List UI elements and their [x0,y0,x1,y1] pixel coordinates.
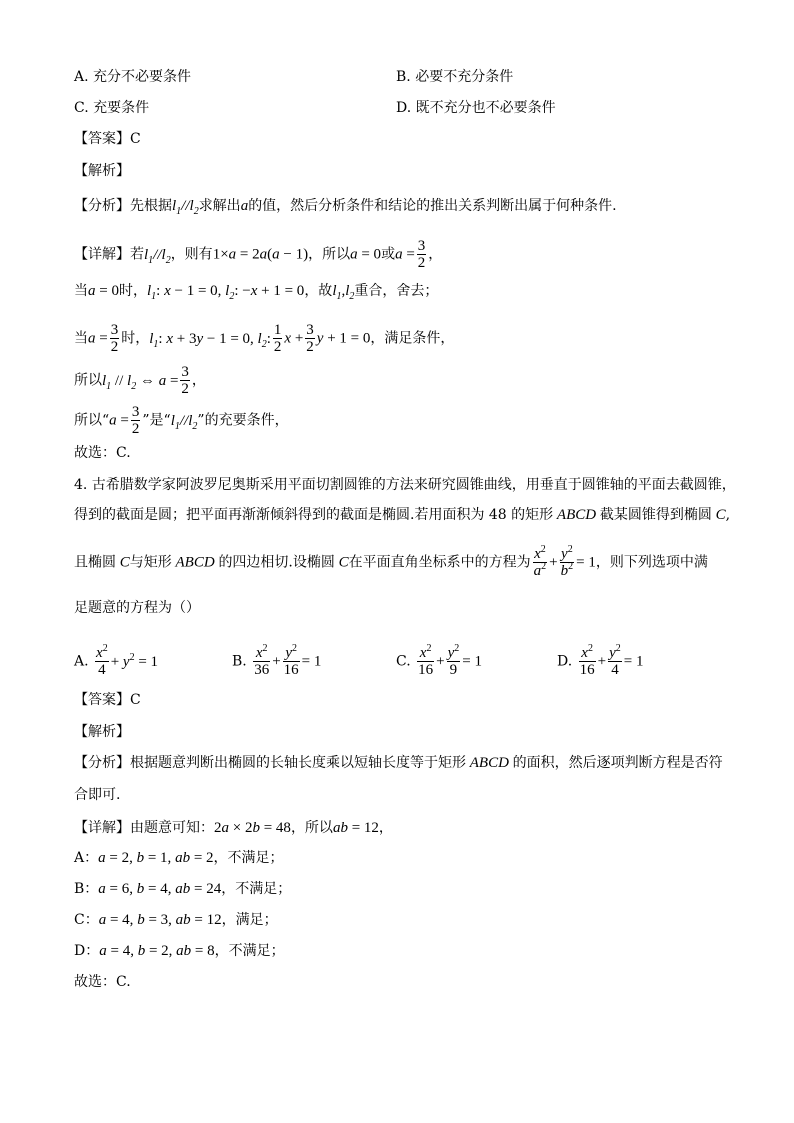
text: 所以“ [74,412,110,429]
formula: a = 4, b = 2, ab = 8 [99,943,215,959]
formula: ab = 12 [332,820,379,836]
fenxi-tag: 【分析】 [74,198,130,214]
text: ”是“ [142,412,171,429]
fraction: $\frac{3}{2}$ [131,404,140,437]
formula: $l_1//l_2$ [170,412,198,432]
fraction: $\frac{x^2}{16}$ [418,643,434,678]
formula: a = 4, b = 3, ab = 12 [98,912,222,928]
q4-check-d [74,941,285,961]
q3-xiangjie-line2 [74,281,438,301]
formula: = 1 [462,653,482,670]
formula: $l_1,l_2$ [332,283,355,302]
formula: a = 2, b = 1, ab = 2 [98,850,214,866]
formula: + [549,554,558,571]
answer-tag: 【答案】 [74,692,130,708]
text: 当 [74,330,88,347]
q3-xiangjie-line5 [74,404,289,437]
formula: 2a × 2b = 48 [214,820,291,836]
q3-xiangjie-line1: 【详解】若$l_1//l_2$，则有1×a = 2a(a − 1)，所以a = 0或a = $\frac{3}{2}$ ， [74,238,443,271]
fraction: $\frac{y^2}{b^2}$ [560,544,574,579]
q4-option-d [557,645,644,678]
xiangjie-tag: 【详解】 [74,820,130,836]
q3-conclusion: 故选：C. [74,445,131,461]
formula: a = [88,330,108,347]
formula: + [436,653,445,670]
text: 当 [74,283,88,299]
formula: 1×a = 2a(a − 1) [212,246,309,263]
fraction: $\frac{x^2}{16}$ [579,643,595,678]
q3-analysis-heading: 【解析】 [74,163,130,179]
formula: = 1 [623,653,644,670]
text: B： [74,881,99,897]
fraction: $\frac{3}{2}$ [306,322,314,355]
option-label: A. [74,653,89,670]
q4-check-c [74,910,278,930]
fraction: $\frac{1}{2}$ [273,322,282,355]
fraction: $\frac{y^2}{9}$ [447,643,460,678]
formula: y + 1 = 0 [316,330,371,347]
formula: ABCD [171,554,219,571]
q3-option-b: B. 必要不充分条件 [396,69,514,85]
formula: a = 6, b = 4, ab = 24 [98,881,222,897]
text: ，不满足； [214,943,285,959]
q4-answer [74,690,141,710]
fraction: $\frac{y^2}{4}$ [609,643,621,678]
option-label: D. [557,653,573,670]
fraction: $\frac{x^2}{4}$ [96,643,108,678]
text: 得到的截面是圆；把平面再渐渐倾斜得到的截面是椭圆.若用面积为 48 的矩形 [74,507,554,523]
option-label: C. [396,653,411,670]
q3-answer [74,129,141,149]
text: 在平面直角坐标系中的方程为 [348,554,531,571]
q3-option-c: C. 充要条件 [74,100,150,116]
text: 的值，然后分析条件和结论的推出关系判断出属于何种条件. [248,198,617,214]
q3-xiangjie-line3 [74,322,454,355]
q3-fenxi [74,196,617,216]
formula: a = 0 [88,283,119,299]
fraction: $\frac{x^2}{36}$ [254,643,270,678]
fraction: $\frac{y^2}{16}$ [283,643,299,678]
text: ，不满足； [221,881,292,897]
text: 重合，舍去； [354,283,439,299]
q3-xiangjie-line4: 所以$l_1 // l_2$ ⇔ a = $\frac{3}{2}$ ， [74,364,206,397]
text: 时， [121,330,150,347]
formula: + $y^2 = 1$ [110,651,159,670]
formula: x + [284,330,304,347]
q3-option-a: A. 充分不必要条件 [74,69,192,85]
fraction: $\frac{x^2}{a^2}$ [533,544,547,579]
formula: C [334,554,349,571]
option-label: B. [232,653,247,670]
text: 且椭圆 [74,554,116,571]
text: D： [74,943,100,959]
q4-conclusion: 故选：C. [74,974,131,990]
text: ，满足； [221,912,278,928]
text: ，所以 [308,246,351,263]
text: ，则下列选项中满 [595,554,708,571]
q4-option-c [396,645,482,678]
q4-fenxi-line2: 合即可. [74,787,121,803]
xiangjie-tag: 【详解】 [74,246,130,263]
formula: + [272,653,281,670]
fraction: $\frac{3}{2}$ [110,322,119,355]
formula: $l_1$: x − 1 = 0, $l_2$: −x + 1 = 0 [146,283,305,302]
formula: C [116,554,130,571]
text: C： [74,912,99,928]
text: ，满足条件， [370,330,455,347]
q4-stem-line1: 4. 古希腊数学家阿波罗尼奥斯采用平面切割圆锥的方法来研究圆锥曲线，用垂直于圆锥轴的平面去截圆锥， [74,477,736,493]
text: A： [74,850,99,866]
text: ，所以 [290,820,333,836]
q4-xiangjie-line1: 【详解】由题意可知：2a × 2b = 48，所以ab = 12， [74,820,393,836]
text: ，故 [304,283,333,299]
text: 的四边相切.设椭圆 [218,554,335,571]
formula: C [711,507,726,523]
formula: = 1 [301,653,322,670]
formula: ABCD [466,755,513,771]
text: 时， [118,283,147,299]
formula: a = [395,246,415,263]
q3-option-d: D. 既不充分也不必要条件 [396,100,556,116]
formula: $l_1$: x + 3y − 1 = 0, $l_2$: [149,330,271,350]
answer-tag: 【答案】 [74,131,130,147]
formula: $l_1//l_2$ [172,198,199,217]
formula: $l_1//l_2$ [144,246,171,266]
formula: ABCD [553,507,600,523]
formula: $l_1 // l_2$ ⇔ a = [102,372,179,392]
text: 与矩形 [129,554,172,571]
fenxi-tag: 【分析】 [74,755,130,771]
formula: = 1 [576,554,596,571]
answer-value: C [130,131,141,147]
text: 所以 [74,372,102,389]
q4-check-b [74,879,291,899]
q4-analysis-heading: 【解析】 [74,724,130,740]
text: 的面积，然后逐项判断方程是否符 [512,755,723,771]
formula: a = [109,412,129,429]
text: 求解出 [198,198,241,214]
formula: + [597,653,607,670]
q4-check-a [74,848,284,868]
text: 根据题意判断出椭圆的长轴长度乘以短轴长度等于矩形 [130,755,466,771]
formula: a [240,198,249,214]
q4-option-a [74,645,158,678]
q4-stem-line3 [74,546,708,579]
formula: a = 0 [350,246,382,263]
text: ”的充要条件， [197,412,289,429]
fraction: $\frac{3}{2}$ [181,364,189,397]
q4-stem-line4: 足题意的方程为（） [74,600,200,616]
q4-fenxi-line1 [74,753,723,773]
text: 截某圆锥得到椭圆 [599,507,712,523]
q4-option-b [232,645,321,678]
q4-stem-line2: 得到的截面是圆；把平面再渐渐倾斜得到的截面是椭圆.若用面积为 48 的矩形 ABCD 截某圆锥得到椭圆 C, [74,507,731,523]
text: 若 [130,246,144,263]
answer-value: C [130,692,141,708]
text: 先根据 [130,198,172,214]
fraction: $\frac{3}{2}$ [417,238,426,271]
text: ，不满足； [213,850,284,866]
text: 或 [381,246,396,263]
text: ，则有 [170,246,213,263]
text: 由题意可知： [130,820,214,836]
